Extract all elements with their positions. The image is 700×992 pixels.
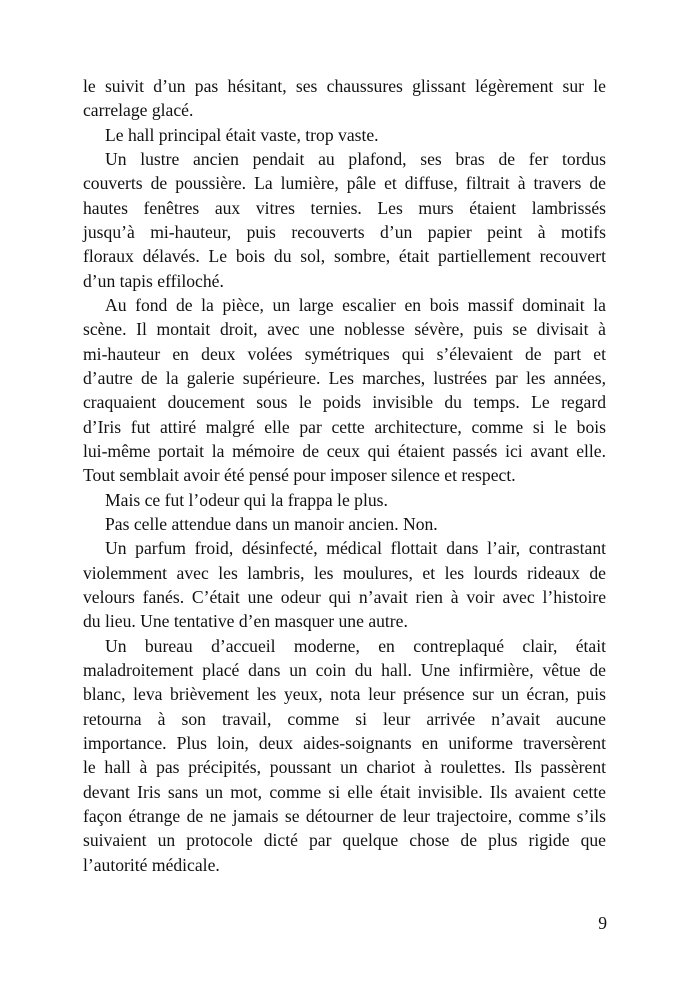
text-line: mi-hauteur en deux volées symétriques qui s’élevaient de part et	[83, 343, 606, 364]
paragraph	[83, 488, 606, 512]
text-line: Au fond de la pièce, un large escalier en bois massif dominait la	[105, 294, 606, 315]
body-text	[83, 74, 606, 877]
text-line: le hall à pas précipités, poussant un chariot à roulettes. Ils passèrent	[83, 757, 606, 778]
text-line: façon étrange de ne jamais se détourner de leur trajectoire, comme s’ils	[83, 805, 606, 826]
text-line: maladroitement placé dans un coin du hall. Une infirmière, vêtue de	[83, 659, 606, 680]
text-line: carrelage glacé.	[83, 100, 194, 121]
text-line: d’Iris fut attiré malgré elle par cette architecture, comme si le bois	[83, 416, 606, 437]
text-line: blanc, leva brièvement les yeux, nota leur présence sur un écran, puis	[83, 684, 606, 705]
text-line: suivaient un protocole dicté par quelque chose de plus rigide que	[83, 830, 606, 851]
text-line: l’autorité médicale.	[83, 854, 220, 875]
text-line: devant Iris sans un mot, comme si elle était invisible. Ils avaient cette	[83, 781, 606, 802]
text-line: d’un tapis effiloché.	[83, 270, 224, 291]
text-line: couverts de poussière. La lumière, pâle et diffuse, filtrait à travers de	[83, 173, 606, 194]
paragraph	[83, 147, 606, 293]
text-line: scène. Il montait droit, avec une noblesse sévère, puis se divisait à	[83, 319, 606, 340]
paragraph	[83, 634, 606, 877]
text-line: Tout semblait avoir été pensé pour imposer silence et respect.	[83, 465, 516, 486]
text-line: Le hall principal était vaste, trop vaste.	[105, 124, 379, 145]
paragraph	[83, 536, 606, 633]
text-line: Un lustre ancien pendait au plafond, ses bras de fer tordus	[105, 148, 606, 169]
text-line: le suivit d’un pas hésitant, ses chaussures glissant légèrement sur le	[83, 76, 606, 96]
text-line: Un parfum froid, désinfecté, médical flottait dans l’air, contrastant	[105, 538, 606, 559]
text-line: du lieu. Une tentative d’en masquer une autre.	[83, 611, 408, 632]
text-line: craquaient doucement sous le poids invisible du temps. Le regard	[83, 392, 606, 413]
text-line: Pas celle attendue dans un manoir ancien. Non.	[105, 513, 438, 534]
page-number: 9	[598, 913, 607, 933]
text-line: retourna à son travail, comme si leur arrivée n’avait aucune	[83, 708, 606, 729]
text-line: jusqu’à mi-hauteur, puis recouverts d’un papier peint à motifs	[83, 221, 606, 242]
text-line: importance. Plus loin, deux aides-soignants en uniforme traversèrent	[83, 732, 606, 753]
text-line: lui-même portait la mémoire de ceux qui étaient passés ici avant elle.	[83, 440, 606, 461]
text-line: violemment avec les lambris, les moulures, et les lourds rideaux de	[83, 562, 606, 583]
text-line: velours fanés. C’était une odeur qui n’avait rien à voir avec l’histoire	[83, 586, 606, 607]
text-line: Mais ce fut l’odeur qui la frappa le plus.	[105, 489, 388, 510]
paragraph	[83, 293, 606, 488]
text-line: hautes fenêtres aux vitres ternies. Les murs étaient lambrissés	[83, 197, 606, 218]
text-line: d’autre de la galerie supérieure. Les marches, lustrées par les années,	[83, 367, 606, 388]
paragraph	[83, 74, 606, 123]
paragraph	[83, 512, 606, 536]
text-line: floraux délavés. Le bois du sol, sombre, était partiellement recouvert	[83, 246, 606, 267]
text-line: Un bureau d’accueil moderne, en contreplaqué clair, était	[105, 635, 606, 656]
paragraph	[83, 123, 606, 147]
